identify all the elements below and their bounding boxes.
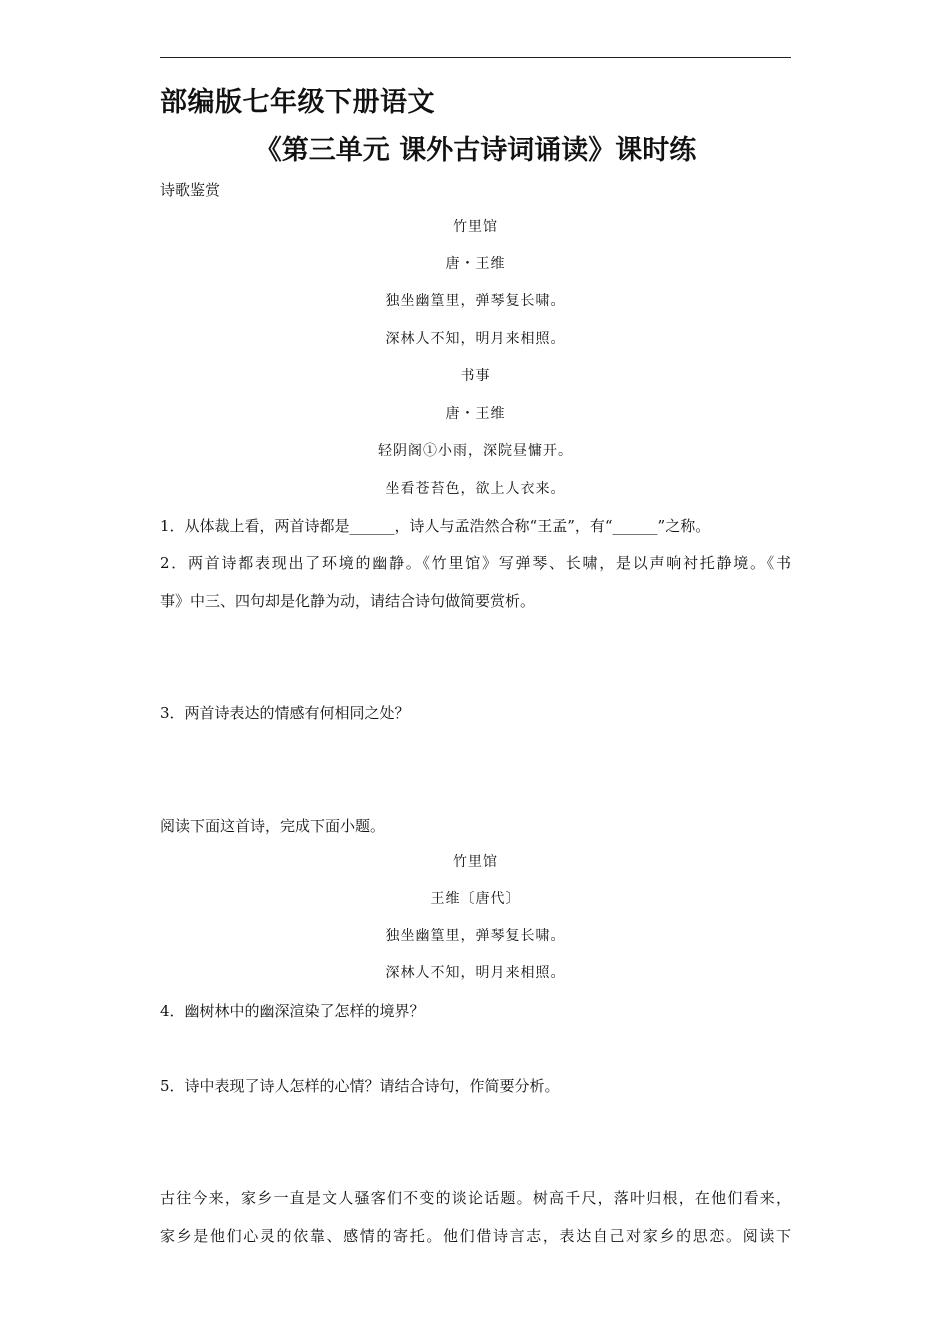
poem2-title: 书事 bbox=[460, 368, 491, 384]
reading-intro: 阅读下面这首诗，完成下面小题。 bbox=[160, 817, 386, 835]
question-2-line: 2．两首诗都表现出了环境的幽静。《竹里馆》写弹琴、长啸，是以声响衬托静境。《书 bbox=[160, 554, 791, 572]
document-subtitle: 《第三单元 课外古诗词诵读》课时练 bbox=[254, 135, 697, 166]
question-4: 4．幽树林中的幽深渲染了怎样的境界？ bbox=[160, 1002, 425, 1020]
poem3-line: 深林人不知，明月来相照。 bbox=[385, 965, 566, 981]
poem3-line: 独坐幽篁里，弹琴复长啸。 bbox=[385, 928, 566, 944]
poem3-title: 竹里馆 bbox=[453, 854, 498, 870]
poem3-author: 王维〔唐代〕 bbox=[430, 891, 521, 907]
poem2-author: 唐・王维 bbox=[445, 406, 506, 422]
hometown-paragraph-line: 古往今来，家乡一直是文人骚客们不变的谈论话题。树高千尺，落叶归根，在他们看来， bbox=[160, 1189, 791, 1207]
question-3: 3．两首诗表达的情感有何相同之处？ bbox=[160, 704, 410, 722]
question-5: 5．诗中表现了诗人怎样的心情？请结合诗句，作简要分析。 bbox=[160, 1077, 560, 1095]
document-title: 部编版七年级下册语文 bbox=[160, 87, 435, 118]
question-2-line: 事》中三、四句却是化静为动，请结合诗句做简要赏析。 bbox=[160, 592, 536, 610]
poem1-line: 独坐幽篁里，弹琴复长啸。 bbox=[385, 293, 566, 309]
section-label-poetry-appreciation: 诗歌鉴赏 bbox=[160, 181, 221, 199]
poem2-line: 轻阴阁①小雨，深院昼慵开。 bbox=[378, 443, 573, 459]
poem1-line: 深林人不知，明月来相照。 bbox=[385, 331, 566, 347]
poem2-line: 坐看苍苔色，欲上人衣来。 bbox=[385, 481, 566, 497]
header-rule bbox=[160, 57, 791, 58]
poem1-author: 唐・王维 bbox=[445, 256, 506, 272]
hometown-paragraph-line: 家乡是他们心灵的依靠、感情的寄托。他们借诗言志，表达自己对家乡的思恋。阅读下 bbox=[160, 1227, 791, 1245]
question-1: 1．从体裁上看，两首诗都是______，诗人与孟浩然合称“王孟”，有“______”之称。 bbox=[160, 517, 711, 535]
poem1-title: 竹里馆 bbox=[453, 219, 498, 235]
